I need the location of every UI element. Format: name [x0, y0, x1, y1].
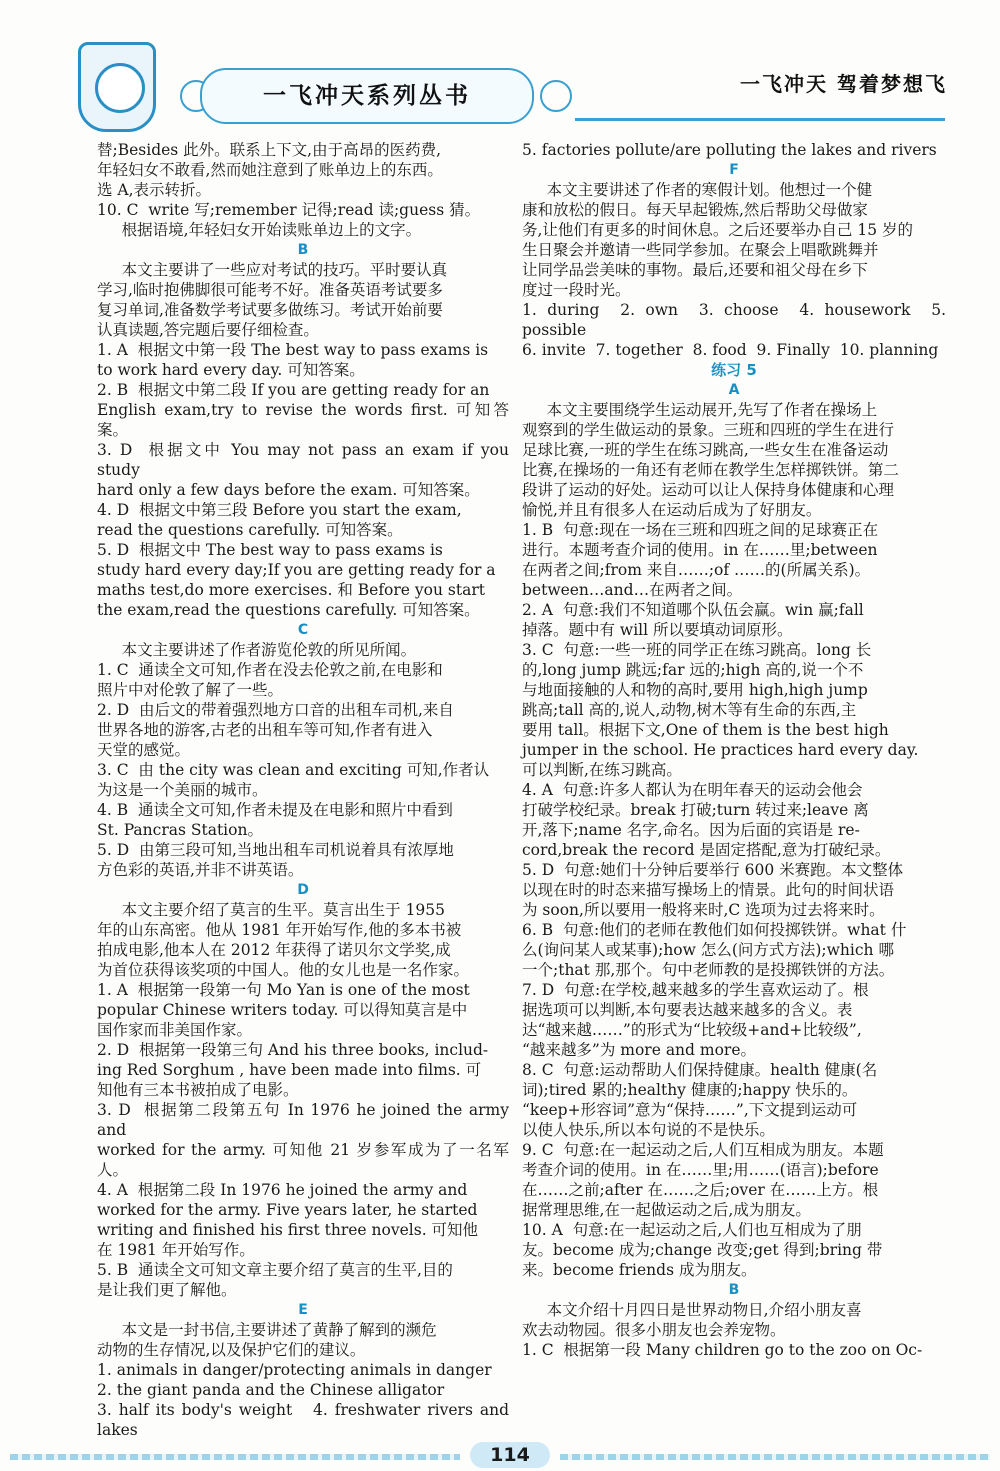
text-line: 2. the giant panda and the Chinese alligator — [97, 1381, 445, 1399]
header-slogan: 一飞冲天 驾着梦想飞 — [740, 72, 947, 96]
text-line: 以现在时的时态来描写操场上的情景。此句的时间状语 — [522, 881, 895, 899]
text-line: 据常理思维,在一起做运动之后,成为朋友。 — [522, 1201, 811, 1219]
text-line: 根据语境,年轻妇女开始读账单边上的文字。 — [97, 221, 422, 239]
text-line: 观察到的学生做运动的景象。三班和四班的学生在进行 — [522, 421, 895, 439]
text-line: 让同学品尝美味的事物。最后,还要和祖父母在乡下 — [522, 261, 868, 279]
footer-band — [10, 1454, 460, 1460]
text-line: 本文是一封书信,主要讲述了黄静了解到的濒危 — [97, 1321, 437, 1339]
text-line: 4. B 通读全文可知,作者未提及在电影和照片中看到 — [97, 801, 453, 819]
text-line: 是让我们更了解他。 — [97, 1281, 237, 1299]
text-line: 知他有三本书被拍成了电影。 — [97, 1081, 299, 1099]
text-line: 康和放松的假日。每天早起锻炼,然后帮助父母做家 — [522, 201, 868, 219]
text-line: 足球比赛,一班的学生在练习跳高,一些女生在准备运动 — [522, 441, 889, 459]
text-line: 3. D 根据第二段第五句 In 1976 he joined the army and — [97, 1101, 514, 1139]
text-line: 跳高;tall 高的,说人,动物,树木等有生命的东西,主 — [522, 701, 857, 719]
text-line: 3. C 句意:一些一班的同学正在练习跳高。long 长 — [522, 641, 872, 659]
text-line: 本文主要讲述了作者游览伦敦的所见所闻。 — [97, 641, 417, 659]
right-column — [522, 140, 951, 1360]
text-line: 1. C 通读全文可知,作者在没去伦敦之前,在电影和 — [97, 661, 443, 679]
text-line: St. Pancras Station。 — [97, 821, 263, 839]
exercise-heading: 练习 5 — [711, 361, 757, 379]
text-line: 务,让他们有更多的时间休息。之后还要举办自己 15 岁的 — [522, 221, 914, 239]
text-line: worked for the army. Five years later, he started — [97, 1201, 478, 1219]
text-line: 年的山东高密。他从 1981 年开始写作,他的多本书被 — [97, 921, 462, 939]
text-line: 照片中对伦敦了解了一些。 — [97, 681, 284, 699]
section-letter: C — [297, 622, 309, 638]
text-line: 词);tired 累的;healthy 健康的;happy 快乐的。 — [522, 1081, 858, 1099]
text-line: 7. D 句意:在学校,越来越多的学生喜欢运动了。根 — [522, 981, 869, 999]
text-line: 欢去动物园。很多小朋友也会养宠物。 — [522, 1321, 786, 1339]
text-line: 考查介词的使用。in 在……里;用……(语言);before — [522, 1161, 879, 1179]
text-line: read the questions carefully. 可知答案。 — [97, 521, 403, 539]
text-line: jumper in the school. He practices hard every day. — [522, 741, 919, 759]
text-line: 2. A 句意:我们不知道哪个队伍会赢。win 赢;fall — [522, 601, 864, 619]
text-line: 据选项可以判断,本句要表达越来越多的含义。表 — [522, 1001, 853, 1019]
text-line: 在两者之间;from 来自……;of ……的(所属关系)。 — [522, 561, 871, 579]
text-line: 达“越来越……”的形式为“比较级+and+比较级”, — [522, 1021, 862, 1039]
page-header — [0, 0, 1000, 140]
text-line: 为这是一个美丽的城市。 — [97, 781, 268, 799]
text-line: 掉落。题中有 will 所以要填动词原形。 — [522, 621, 793, 639]
text-line: 开,落下;name 名字,命名。因为后面的宾语是 re- — [522, 821, 860, 839]
text-line: 本文主要围绕学生运动展开,先写了作者在操场上 — [522, 401, 878, 419]
section-letter: A — [728, 382, 740, 398]
section-letter: F — [729, 162, 739, 178]
text-line: 2. D 由后文的带着强烈地方口音的出租车司机,来自 — [97, 701, 454, 719]
series-title: 一飞冲天系列丛书 — [200, 68, 534, 124]
text-line: 拍成电影,他本人在 2012 年获得了诺贝尔文学奖,成 — [97, 941, 451, 959]
text-line: 3. D 根据文中 You may not pass an exam if you study — [97, 441, 514, 479]
text-line: “越来越多”为 more and more。 — [522, 1041, 756, 1059]
text-line: 5. D 由第三段可知,当地出租车司机说着具有浓厚地 — [97, 841, 454, 859]
text-line: 9. C 句意:在一起运动之后,人们互相成为朋友。本题 — [522, 1141, 884, 1159]
text-line: 在 1981 年开始写作。 — [97, 1241, 255, 1259]
text-line: 天堂的感觉。 — [97, 741, 191, 759]
text-line: hard only a few days before the exam. 可知答案。 — [97, 481, 480, 499]
text-line: 本文主要讲了一些应对考试的技巧。平时要认真 — [97, 261, 448, 279]
text-line: 5. D 句意:她们十分钟后要举行 600 米赛跑。本文整体 — [522, 861, 904, 879]
text-line: 2. B 根据文中第二段 If you are getting ready for an — [97, 381, 490, 399]
text-line: 与地面接触的人和物的高时,要用 high,high jump — [522, 681, 868, 699]
text-line: 10. A 句意:在一起运动之后,人们也互相成为了朋 — [522, 1221, 862, 1239]
text-line: 1. A 根据文中第一段 The best way to pass exams is — [97, 341, 489, 359]
text-line: 在……之前;after 在……之后;over 在……上方。根 — [522, 1181, 879, 1199]
text-line: writing and finished his first three novels. 可知他 — [97, 1221, 479, 1239]
text-line: 段讲了运动的好处。运动可以让人保持身体健康和心理 — [522, 481, 895, 499]
text-line: 1. A 根据第一段第一句 Mo Yan is one of the most — [97, 981, 470, 999]
text-line: 进行。本题考查介词的使用。in 在……里;between — [522, 541, 878, 559]
text-line: 3. C 由 the city was clean and exciting 可知,作者认 — [97, 761, 490, 779]
text-line: popular Chinese writers today. 可以得知莫言是中 — [97, 1001, 468, 1019]
text-line: 选 A,表示转折。 — [97, 181, 212, 199]
text-line: “keep+形容词”意为“保持……”,下文提到运动可 — [522, 1101, 858, 1119]
text-line: maths test,do more exercises. 和 Before you start — [97, 581, 485, 599]
text-line: the exam,read the questions carefully. 可知答案。 — [97, 601, 480, 619]
text-line: 比赛,在操场的一角还有老师在教学生怎样掷铁饼。第二 — [522, 461, 899, 479]
text-line: 1. during 2. own 3. choose 4. housework 5. possible — [522, 301, 951, 339]
text-line: 1. animals in danger/protecting animals in danger — [97, 1361, 492, 1379]
text-line: 为首位获得该奖项的中国人。他的女儿也是一名作家。 — [97, 961, 470, 979]
text-line: 一个;that 那,那个。句中老师教的是投掷铁饼的方法。 — [522, 961, 895, 979]
text-line: 的,long jump 跳远;far 远的;high 高的,说一个不 — [522, 661, 864, 679]
text-line: 8. C 句意:运动帮助人们保持健康。health 健康(名 — [522, 1061, 878, 1079]
text-line: 2. D 根据第一段第三句 And his three books, includ- — [97, 1041, 489, 1059]
text-line: 6. invite 7. together 8. food 9. Finally 10. planning — [522, 341, 939, 359]
text-line: 年轻妇女不敢看,然而她注意到了账单边上的东西。 — [97, 161, 443, 179]
text-line: 度过一段时光。 — [522, 281, 631, 299]
text-line: 学习,临时抱佛脚很可能考不好。准备英语考试要多 — [97, 281, 443, 299]
text-line: 5. factories pollute/are polluting the lakes and rivers — [522, 141, 937, 159]
section-letter: B — [728, 1282, 740, 1298]
text-line: 认真读题,答完题后要仔细检查。 — [97, 321, 319, 339]
text-line: 为 soon,所以要用一般将来时,C 选项为过去将来时。 — [522, 901, 885, 919]
header-divider — [575, 118, 945, 121]
text-line: 世界各地的游客,古老的出租车等可知,作者有进入 — [97, 721, 433, 739]
text-line: 来。become friends 成为朋友。 — [522, 1261, 757, 1279]
text-line: 4. A 句意:许多人都认为在明年春天的运动会他会 — [522, 781, 863, 799]
text-line: 动物的生存情况,以及保护它们的建议。 — [97, 1341, 366, 1359]
text-line: 本文主要讲述了作者的寒假计划。他想过一个健 — [522, 181, 873, 199]
section-letter: D — [297, 882, 309, 898]
text-line: 可以判断,在练习跳高。 — [522, 761, 682, 779]
text-line: 3. half its body's weight 4. freshwater rivers and lakes — [97, 1401, 514, 1439]
text-line: 替;Besides 此外。联系上下文,由于高昂的医药费, — [97, 141, 442, 159]
text-line: 1. B 句意:现在一场在三班和四班之间的足球赛正在 — [522, 521, 879, 539]
text-line: 要用 tall。根据下文,One of them is the best high — [522, 721, 889, 739]
text-line: 4. D 根据文中第三段 Before you start the exam, — [97, 501, 462, 519]
text-line: 1. C 根据第一段 Many children go to the zoo on Oc- — [522, 1341, 923, 1359]
page-number: 114 — [470, 1442, 550, 1468]
text-line: ing Red Sorghum , have been made into films. 可 — [97, 1061, 482, 1079]
footer-band — [560, 1454, 990, 1460]
text-line: 本文主要介绍了莫言的生平。莫言出生于 1955 — [97, 901, 446, 919]
text-line: 打破学校纪录。break 打破;turn 转过来;leave 离 — [522, 801, 869, 819]
text-line: between…and…在两者之间。 — [522, 581, 743, 599]
text-line: 本文介绍十月四日是世界动物日,介绍小朋友喜 — [522, 1301, 862, 1319]
left-column — [97, 140, 514, 1440]
publisher-logo-icon — [78, 42, 156, 132]
text-line: English exam,try to revise the words first. 可知答案。 — [97, 401, 509, 439]
text-line: 友。become 成为;change 改变;get 得到;bring 带 — [522, 1241, 883, 1259]
text-line: 么(询问某人或某事);how 怎么(问方式方法);which 哪 — [522, 941, 894, 959]
section-letter: E — [298, 1302, 308, 1318]
text-line: 愉悦,并且有很多人在运动后成为了好朋友。 — [522, 501, 822, 519]
text-line: 方色彩的英语,并非不讲英语。 — [97, 861, 304, 879]
text-line: study hard every day;If you are getting ready for a — [97, 561, 496, 579]
text-line: 5. B 通读全文可知文章主要介绍了莫言的生平,目的 — [97, 1261, 453, 1279]
section-letter: B — [297, 242, 309, 258]
text-line: 10. C write 写;remember 记得;read 读;guess 猜。 — [97, 201, 481, 219]
text-line: to work hard every day. 可知答案。 — [97, 361, 365, 379]
text-line: 4. A 根据第二段 In 1976 he joined the army and — [97, 1181, 468, 1199]
text-line: 6. B 句意:他们的老师在教他们如何投掷铁饼。what 什 — [522, 921, 907, 939]
text-line: worked for the army. 可知他 21 岁参军成为了一名军人。 — [97, 1141, 509, 1179]
text-line: 以使人快乐,所以本句说的不是快乐。 — [522, 1121, 775, 1139]
text-line: cord,break the record 是固定搭配,意为打破纪录。 — [522, 841, 891, 859]
text-line: 国作家而非美国作家。 — [97, 1021, 253, 1039]
text-line: 生日聚会并邀请一些同学参加。在聚会上唱歌跳舞并 — [522, 241, 879, 259]
cloud-ornament-icon — [540, 80, 572, 112]
page-footer — [0, 1440, 1000, 1471]
text-line: 复习单词,准备数学考试要多做练习。考试开始前要 — [97, 301, 443, 319]
text-line: 5. D 根据文中 The best way to pass exams is — [97, 541, 443, 559]
